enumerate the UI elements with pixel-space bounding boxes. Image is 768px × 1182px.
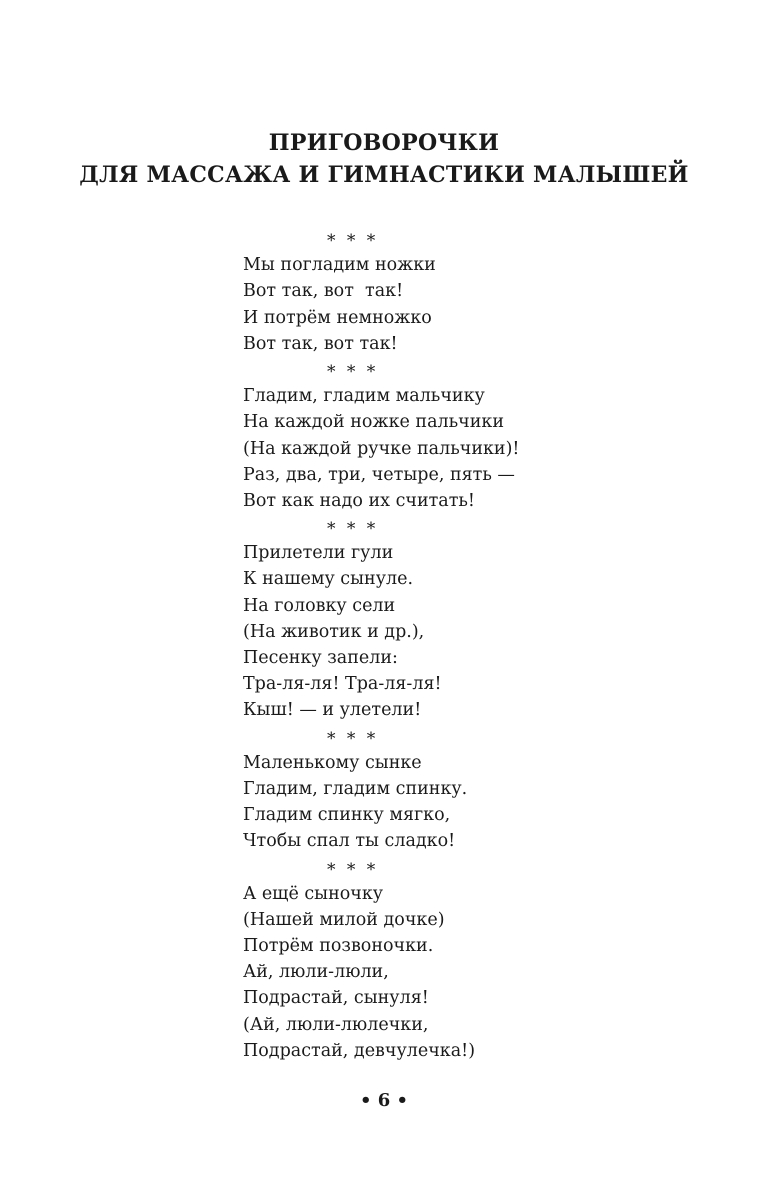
poem-line: (На каждой ручке пальчики)!	[243, 438, 520, 459]
poem-5	[243, 855, 643, 1065]
poem-line: Вот так, вот так!	[243, 281, 404, 302]
poem-line: А ещё сыночку	[243, 883, 384, 904]
stanza-separator: * * *	[327, 231, 379, 251]
poem-line: Прилетели гули	[243, 543, 394, 564]
poem-line: Потрём позвоночки.	[243, 936, 434, 957]
poem-line: (Нашей милой дочке)	[243, 909, 445, 930]
poem-line: На головку сели	[243, 595, 396, 616]
poem-line: На каждой ножке пальчики	[243, 412, 504, 433]
poem-line: Тра-ля-ля! Тра-ля-ля!	[243, 674, 442, 695]
poem-line: (Ай, люли-люлечки,	[243, 1014, 429, 1035]
poem-line: Вот как надо их считать!	[243, 490, 475, 511]
poem-line: Маленькому сынке	[243, 752, 422, 773]
poem-line: Раз, два, три, четыре, пять —	[243, 464, 515, 485]
stanza-separator: * * *	[327, 728, 379, 749]
poem-4	[243, 724, 643, 855]
poem-line: Гладим, гладим спинку.	[243, 778, 468, 799]
poem-line: Песенку запели:	[243, 648, 398, 668]
stanza-separator: * * *	[327, 361, 379, 382]
poem-line: Чтобы спал ты сладко!	[243, 831, 456, 852]
poem-line: Подрастай, девчулечка!)	[243, 1040, 476, 1061]
page-title-line-1: ПРИГОВОРОЧКИ	[268, 130, 500, 156]
poem-2	[243, 357, 643, 514]
poem-line: Гладим спинку мягко,	[243, 805, 451, 826]
page-number: • 6 •	[359, 1090, 409, 1111]
poem-line: К нашему сынуле.	[243, 569, 414, 590]
page-title-line-2: ДЛЯ МАССАЖА И ГИМНАСТИКИ МАЛЫШЕЙ	[79, 162, 689, 188]
poem-line: И потрём немножко	[243, 307, 432, 328]
stanza-separator: * * *	[327, 519, 379, 540]
poem-line: Кыш! — и улетели!	[243, 700, 422, 721]
poem-3	[243, 514, 643, 724]
poem-line: Вот так, вот так!	[243, 333, 398, 354]
poem-line: (На животик и др.),	[243, 621, 425, 642]
poem-line: Ай, люли-люли,	[243, 962, 389, 983]
stanza-separator: * * *	[327, 859, 379, 880]
poem-1	[243, 226, 643, 357]
poem-line: Подрастай, сынуля!	[243, 988, 429, 1009]
poem-line: Гладим, гладим мальчику	[243, 386, 485, 407]
poem-line: Мы погладим ножки	[243, 255, 436, 276]
poems-container	[243, 226, 643, 1064]
